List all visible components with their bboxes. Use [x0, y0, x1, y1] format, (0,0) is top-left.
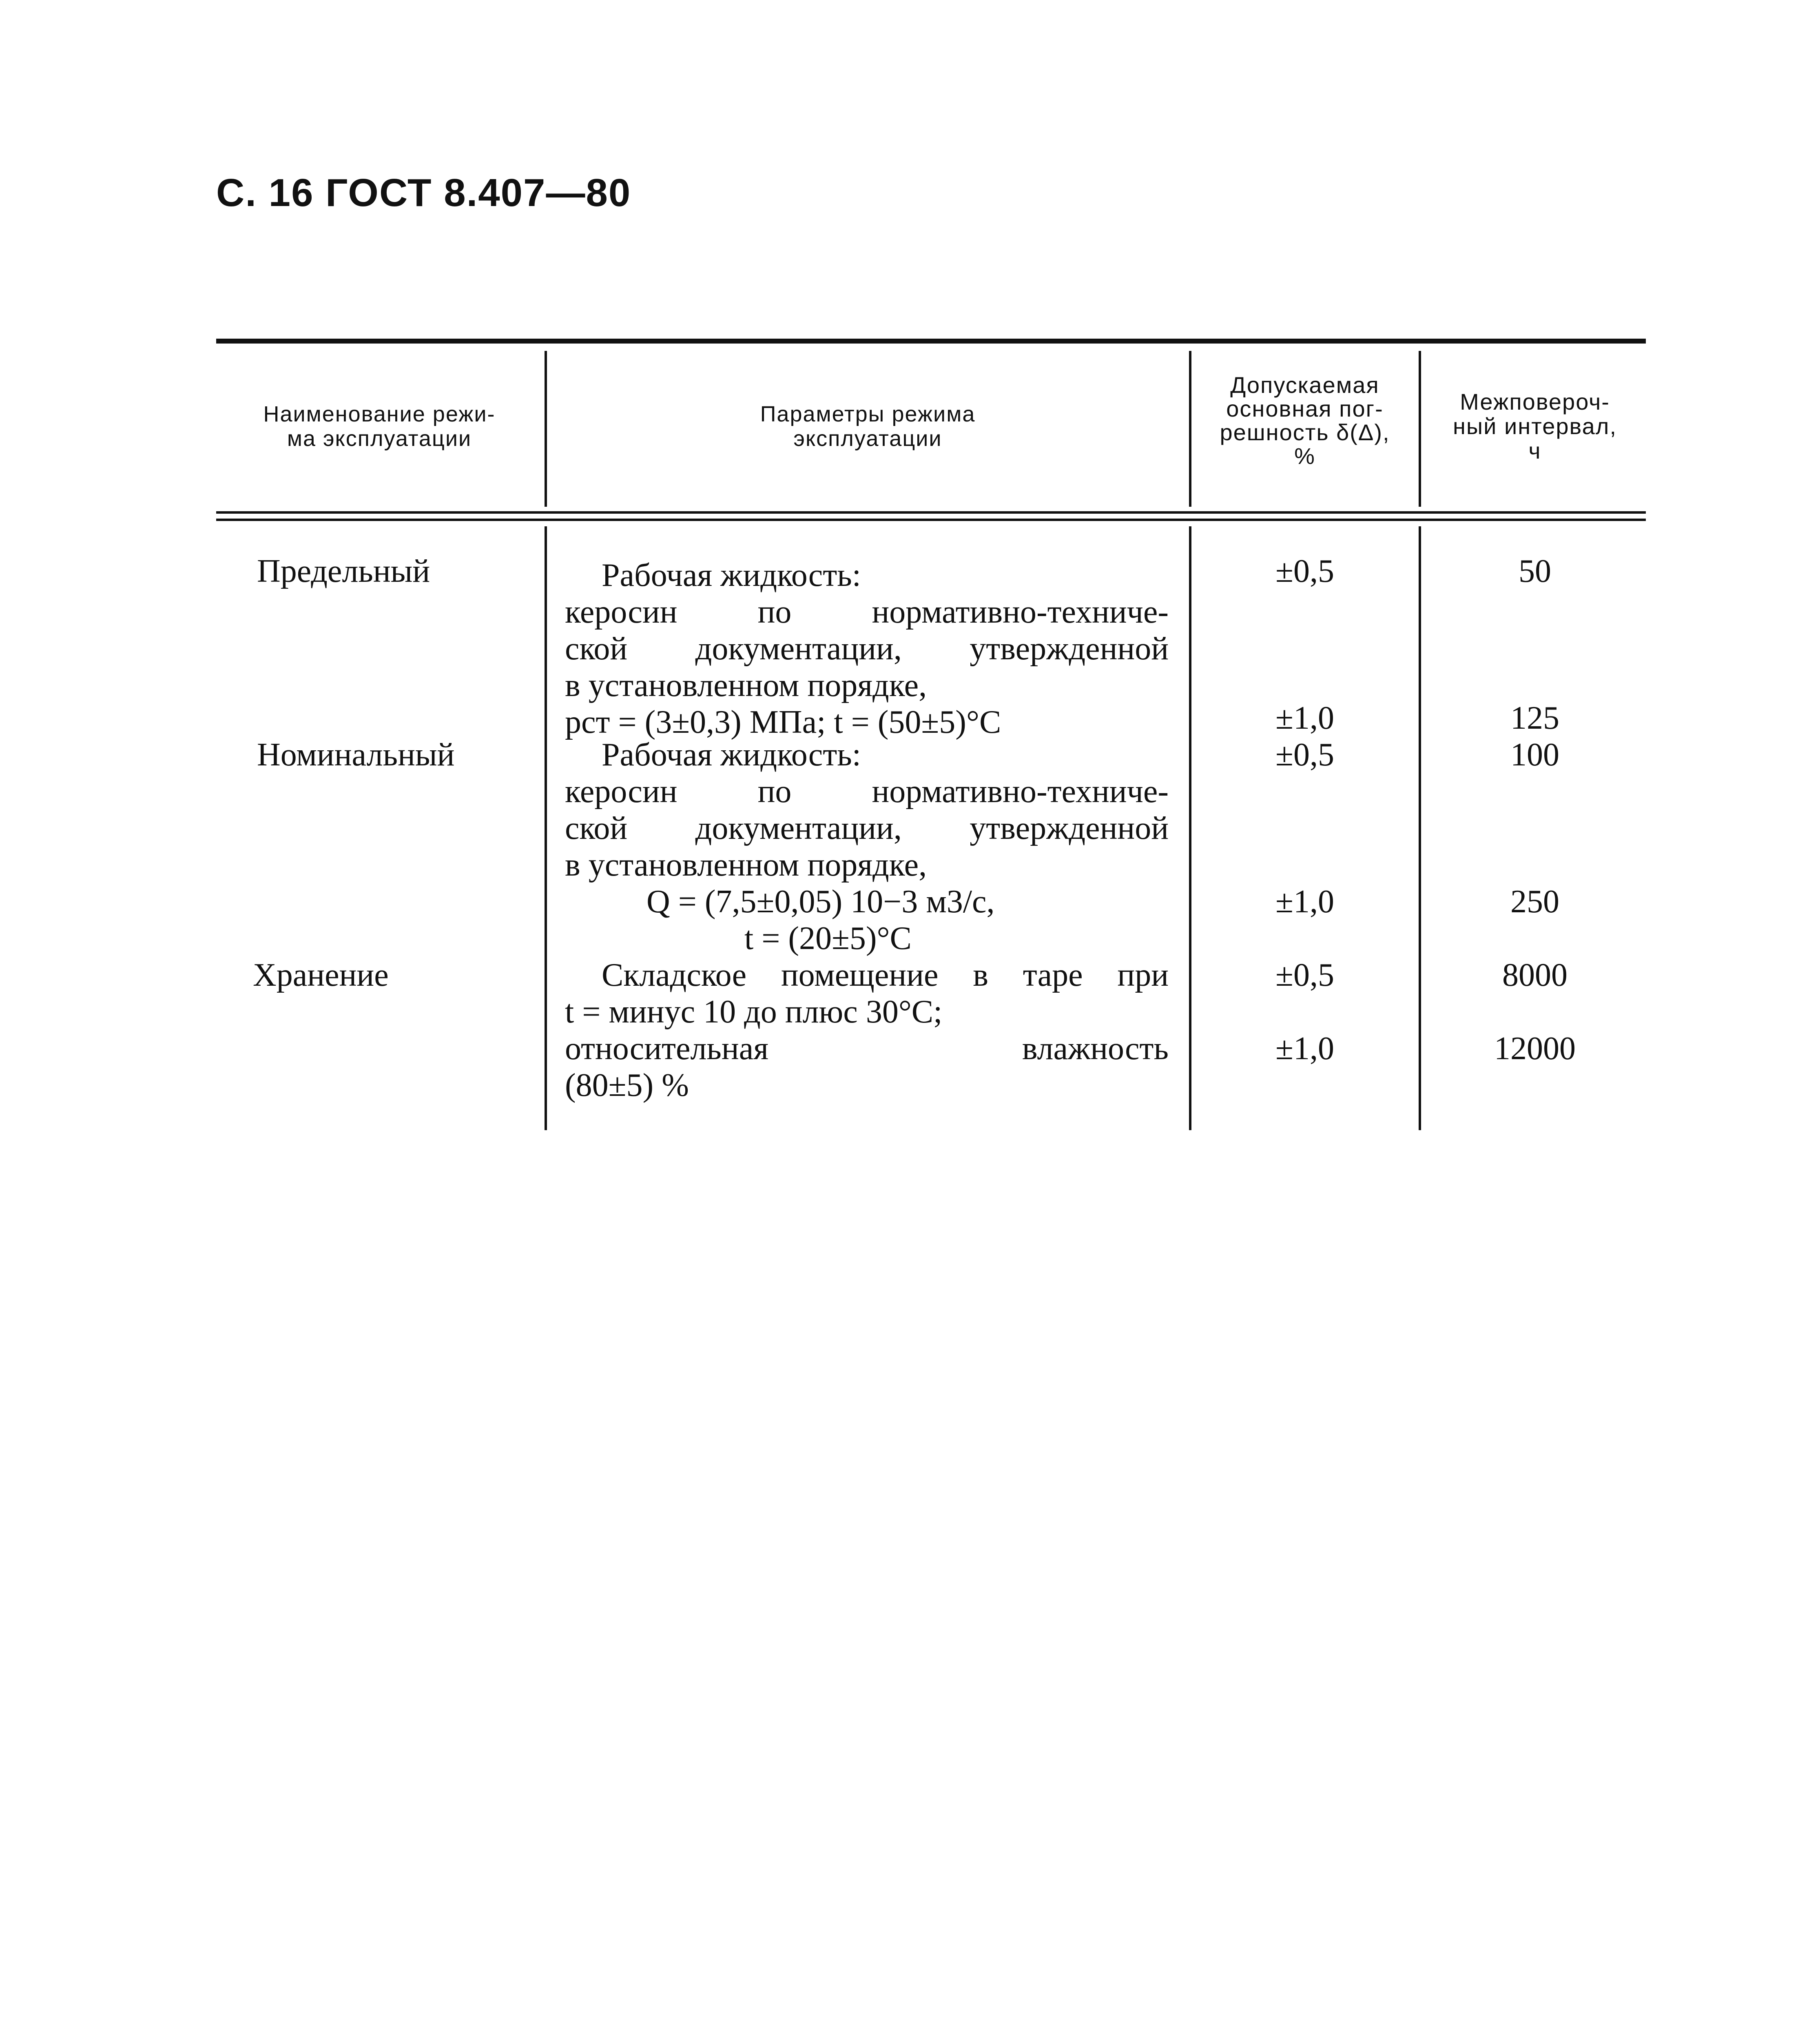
interval-cell-storage-2: 12000: [1494, 1031, 1576, 1067]
params-cell-storage: [565, 957, 1169, 1104]
interval-cell-limit-1: 50: [1519, 553, 1551, 589]
column-header-line: ма эксплуатации: [287, 426, 472, 451]
interval-cell-limit-2: 125: [1510, 700, 1559, 736]
error-cell-nominal-1: ±0,5: [1275, 737, 1334, 773]
column-divider-2-body: [1189, 526, 1191, 1130]
interval-cell-storage-1: 8000: [1502, 957, 1568, 993]
params-line: (80±5) %: [565, 1067, 689, 1103]
column-divider-2: [1189, 351, 1191, 507]
table-top-rule: [216, 339, 1646, 344]
column-header-line: эксплуатации: [793, 426, 942, 451]
params-line: t = минус 10 до плюс 30°С;: [565, 994, 943, 1030]
interval-cell-nominal-2: 250: [1510, 884, 1559, 920]
mode-cell-storage: Хранение: [253, 957, 389, 993]
column-divider-1-body: [545, 526, 547, 1130]
error-cell-storage-2: ±1,0: [1275, 1031, 1334, 1067]
column-header-line: Допускаемая: [1230, 372, 1379, 398]
column-header-error: [1193, 373, 1417, 468]
params-line: Складское помещение в таре при: [602, 957, 1169, 993]
page-header: С. 16 ГОСТ 8.407—80: [216, 171, 631, 215]
params-line: в установленном порядке,: [565, 667, 927, 703]
header-bottom-rule-1: [216, 511, 1646, 514]
params-line: ской документации, утвержденной: [565, 810, 1169, 846]
column-header-interval: [1423, 390, 1647, 463]
column-header-line: Наименование режи-: [263, 402, 496, 426]
column-header-line: Межповероч-: [1460, 389, 1610, 415]
mode-cell-nominal: Номинальный: [257, 737, 455, 773]
column-header-line: ч: [1528, 438, 1541, 463]
column-header-line: основная пог-: [1226, 396, 1384, 421]
column-divider-1: [545, 351, 547, 507]
error-cell-nominal-2: ±1,0: [1275, 884, 1334, 920]
column-divider-3: [1419, 351, 1421, 507]
params-line: t = (20±5)°С: [744, 920, 912, 956]
params-line: ской документации, утвержденной: [565, 631, 1169, 667]
params-line: pст = (3±0,3) МПа; t = (50±5)°С: [565, 704, 1001, 740]
interval-cell-nominal-1: 100: [1510, 737, 1559, 773]
column-header-line: решность δ(Δ),: [1220, 419, 1390, 445]
params-line: керосин по нормативно-техниче-: [565, 774, 1169, 809]
column-header-mode: [216, 402, 542, 451]
column-header-line: Параметры режима: [760, 402, 976, 426]
params-line: относительная влажность: [565, 1031, 1169, 1067]
params-cell-nominal: [565, 736, 1169, 957]
header-bottom-rule-2: [216, 519, 1646, 521]
column-divider-3-body: [1419, 526, 1421, 1130]
params-line: Рабочая жидкость:: [602, 737, 861, 773]
column-header-line: ный интервал,: [1452, 413, 1617, 439]
params-line: в установленном порядке,: [565, 847, 927, 883]
params-line: Q = (7,5±0,05) 10−3 м3/с,: [647, 884, 995, 920]
column-header-params: [549, 402, 1187, 451]
mode-cell-limit: Предельный: [257, 553, 430, 589]
params-line: Рабочая жидкость:: [602, 557, 861, 593]
params-line: керосин по нормативно-техниче-: [565, 594, 1169, 630]
error-cell-limit-1: ±0,5: [1275, 553, 1334, 589]
error-cell-limit-2: ±1,0: [1275, 700, 1334, 736]
column-header-line: %: [1294, 443, 1315, 469]
error-cell-storage-1: ±0,5: [1275, 957, 1334, 993]
params-cell-limit: [565, 557, 1169, 741]
